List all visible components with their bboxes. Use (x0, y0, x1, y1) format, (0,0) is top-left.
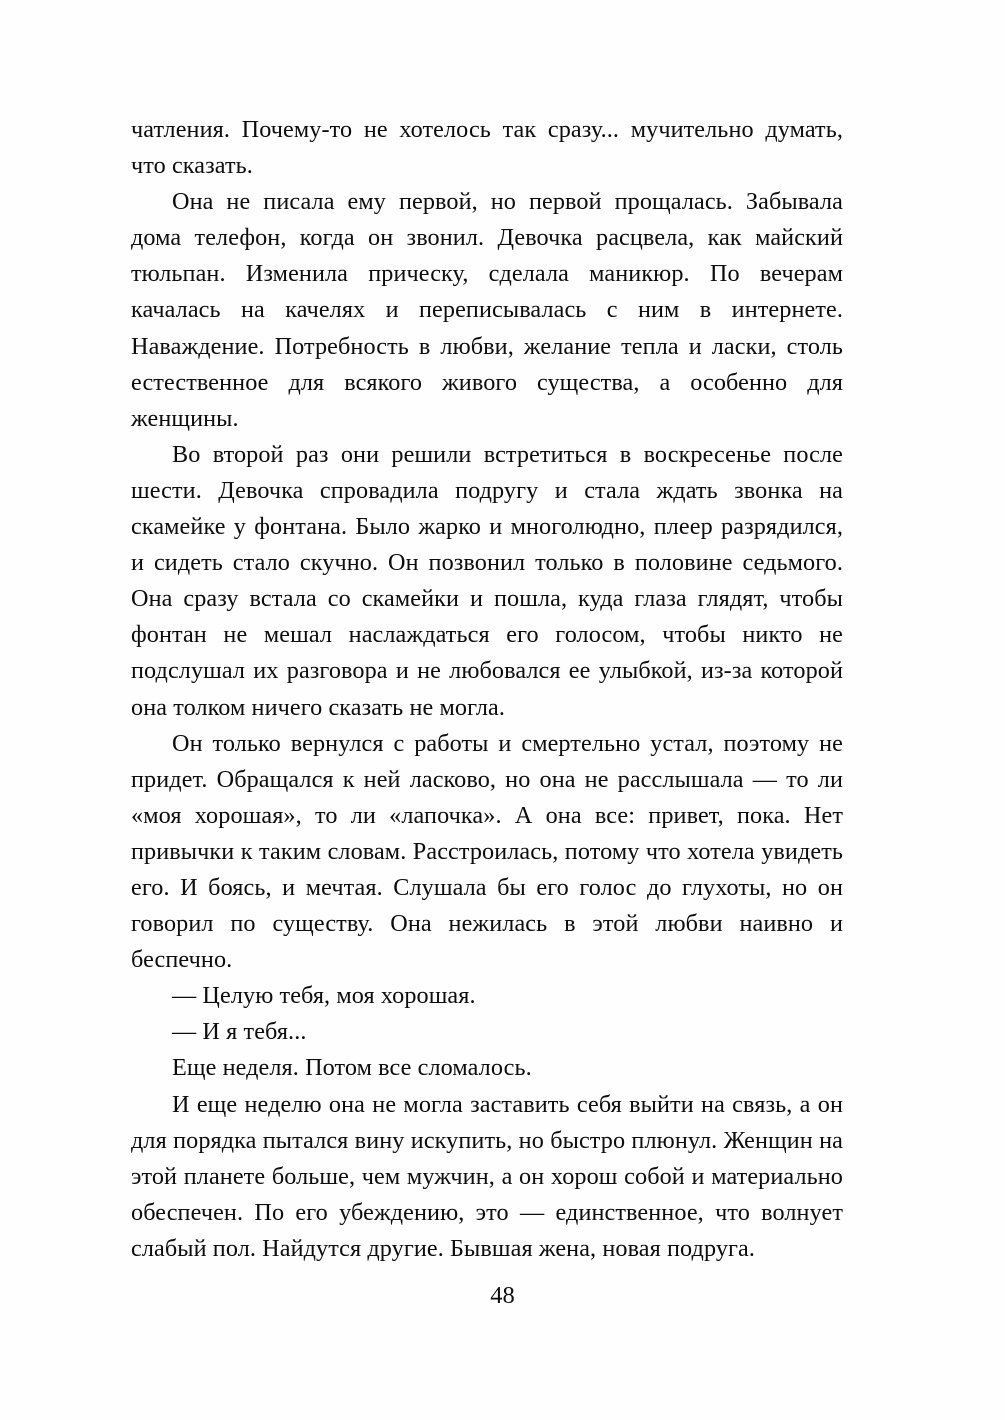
body-text-column (131, 112, 843, 1267)
paragraph: Он только вернулся с работы и смертельно устал, поэтому не придет. Обращался к ней ласково, но она не расслышала — то ли «моя хорошая», то ли «лапочка». А она все: привет, пока. Нет привычки к таким словам. Расстроилась, потому что хотела увидеть его. И боясь, и мечтая. Слушала бы его голос до глухоты, но он говорил по существу. Она нежилась в этой любви наивно и беспечно. (131, 729, 843, 974)
paragraph-dialog: — И я тебя... (172, 1018, 307, 1046)
paragraph: И еще неделю она не могла заставить себя выйти на связь, а он для порядка пытался вину искупить, но быстро плюнул. Женщин на этой планете больше, чем мужчин, а он хорош собой и материально обеспечен. По его убеждению, это — единственное, что волнует слабый пол. Найдутся другие. Бывшая жена, новая подруга. (131, 1090, 843, 1262)
page-number: 48 (490, 1282, 515, 1309)
paragraph: Она не писала ему первой, но первой прощалась. Забывала дома телефон, когда он звонил. Девочка расцвела, как майский тюльпан. Изменила прическу, сделала маникюр. По вечерам качалась на качелях и переписывалась с ним в интернете. Наваждение. Потребность в любви, желание тепла и ласки, столь естественное для всякого живого существа, а особенно для женщины. (131, 188, 843, 432)
paragraph: Еще неделя. Потом все сломалось. (172, 1054, 532, 1082)
paragraph: Во второй раз они решили встретиться в воскресенье после шести. Девочка спровадила подругу и стала ждать звонка на скамейке у фонтана. Было жарко и многолюдно, плеер разрядился, и сидеть стало скучно. Он позвонил только в половине седьмого. Она сразу встала со скамейки и пошла, куда глаза глядят, чтобы фонтан не мешал наслаждаться его голосом, чтобы никто не подслушал их разговора и не любовался ее улыбкой, из-за которой она толком ничего сказать не могла. (131, 440, 843, 721)
paragraph: чатления. Почему-то не хотелось так сразу... мучительно думать, что сказать. (131, 116, 843, 180)
paragraph-dialog: — Целую тебя, моя хорошая. (172, 982, 476, 1010)
